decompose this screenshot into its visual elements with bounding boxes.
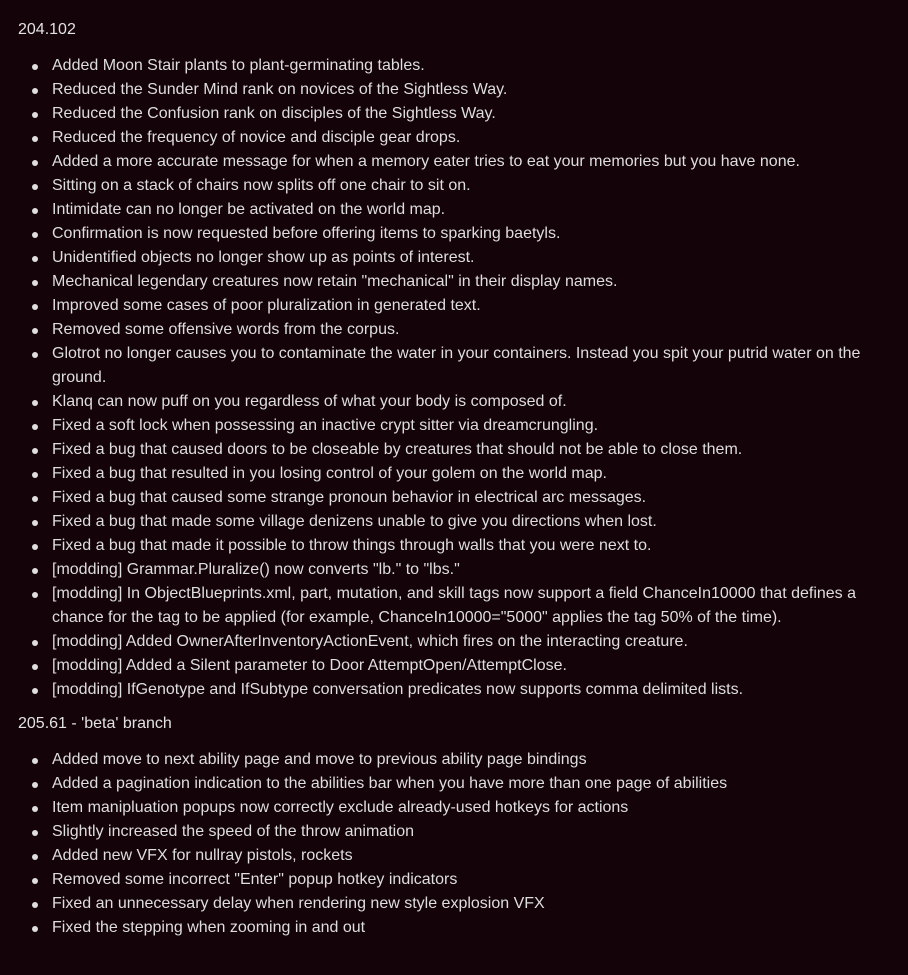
version-heading-205-61-beta: 205.61 - 'beta' branch — [18, 715, 172, 732]
bullet-icon — [32, 758, 38, 764]
changelog-item — [18, 486, 890, 510]
changelog-item-text: Added Moon Stair plants to plant-germinating tables. — [52, 57, 425, 74]
changelog-item — [18, 102, 890, 126]
changelog-item-text: [modding] IfGenotype and IfSubtype conversation predicates now supports comma delimited lists. — [52, 681, 744, 698]
bullet-icon — [32, 232, 38, 238]
changelog-item-text: Added a pagination indication to the abilities bar when you have more than one page of abilities — [52, 775, 728, 792]
changelog-item — [18, 772, 890, 796]
changelog-item-text: Fixed a bug that caused doors to be closeable by creatures that should not be able to close them. — [52, 441, 743, 458]
bullet-icon — [32, 256, 38, 262]
changelog-item — [18, 222, 890, 246]
changelog-item-text: Unidentified objects no longer show up as points of interest. — [52, 249, 475, 266]
changelog-item — [18, 892, 890, 916]
bullet-icon — [32, 902, 38, 908]
bullet-icon — [32, 878, 38, 884]
changelog-list-204-102 — [18, 54, 890, 702]
changelog-item — [18, 390, 890, 414]
changelog-item-text: Added a more accurate message for when a memory eater tries to eat your memories but you have none. — [52, 153, 800, 170]
changelog-item — [18, 796, 890, 820]
changelog-item — [18, 534, 890, 558]
changelog-item — [18, 916, 890, 940]
bullet-icon — [32, 520, 38, 526]
changelog-item-text: Reduced the Sunder Mind rank on novices of the Sightless Way. — [52, 81, 508, 98]
changelog-item — [18, 342, 890, 390]
changelog-item-text: Fixed a bug that made some village denizens unable to give you directions when lost. — [52, 513, 657, 530]
bullet-icon — [32, 592, 38, 598]
bullet-icon — [32, 304, 38, 310]
changelog-item — [18, 198, 890, 222]
bullet-icon — [32, 472, 38, 478]
bullet-icon — [32, 640, 38, 646]
changelog-item-text: Added new VFX for nullray pistols, rockets — [52, 847, 353, 864]
changelog-item-text: [modding] Added a Silent parameter to Door AttemptOpen/AttemptClose. — [52, 657, 567, 674]
changelog-item-text: Item manipluation popups now correctly exclude already-used hotkeys for actions — [52, 799, 629, 816]
changelog-item-text: Improved some cases of poor pluralization in generated text. — [52, 297, 481, 314]
changelog-item — [18, 868, 890, 892]
changelog-item-text: [modding] Added OwnerAfterInventoryActionEvent, which fires on the interacting creature. — [52, 633, 688, 650]
changelog-item-text: Added move to next ability page and move to previous ability page bindings — [52, 751, 587, 768]
bullet-icon — [32, 448, 38, 454]
changelog-item — [18, 126, 890, 150]
changelog-item-text: Glotrot no longer causes you to contaminate the water in your containers. Instead you spit your putrid water on the ground. — [52, 345, 861, 386]
changelog-item — [18, 558, 890, 582]
bullet-icon — [32, 568, 38, 574]
bullet-icon — [32, 88, 38, 94]
bullet-icon — [32, 280, 38, 286]
changelog-list-205-61-beta — [18, 748, 890, 940]
changelog-item — [18, 820, 890, 844]
bullet-icon — [32, 184, 38, 190]
bullet-icon — [32, 112, 38, 118]
bullet-icon — [32, 496, 38, 502]
changelog-item-text: Fixed an unnecessary delay when rendering new style explosion VFX — [52, 895, 545, 912]
changelog-item — [18, 150, 890, 174]
changelog-item — [18, 844, 890, 868]
changelog-item — [18, 510, 890, 534]
changelog-item — [18, 414, 890, 438]
bullet-icon — [32, 136, 38, 142]
changelog-item-text: Fixed a bug that caused some strange pronoun behavior in electrical arc messages. — [52, 489, 647, 506]
bullet-icon — [32, 352, 38, 358]
bullet-icon — [32, 64, 38, 70]
changelog-item-text: Sitting on a stack of chairs now splits off one chair to sit on. — [52, 177, 471, 194]
changelog-item-text: Removed some offensive words from the corpus. — [52, 321, 400, 338]
changelog-item-text: Removed some incorrect "Enter" popup hotkey indicators — [52, 871, 458, 888]
changelog-item-text: Fixed a soft lock when possessing an inactive crypt sitter via dreamcrungling. — [52, 417, 599, 434]
changelog-item — [18, 294, 890, 318]
bullet-icon — [32, 328, 38, 334]
changelog-item — [18, 174, 890, 198]
bullet-icon — [32, 544, 38, 550]
bullet-icon — [32, 664, 38, 670]
changelog-item-text: Klanq can now puff on you regardless of what your body is composed of. — [52, 393, 567, 410]
changelog-item-text: Fixed the stepping when zooming in and out — [52, 919, 366, 936]
bullet-icon — [32, 854, 38, 860]
bullet-icon — [32, 400, 38, 406]
changelog-item — [18, 246, 890, 270]
changelog-item — [18, 54, 890, 78]
changelog-item — [18, 438, 890, 462]
changelog-item-text: Reduced the Confusion rank on disciples of the Sightless Way. — [52, 105, 496, 122]
bullet-icon — [32, 424, 38, 430]
bullet-icon — [32, 830, 38, 836]
bullet-icon — [32, 160, 38, 166]
changelog-item-text: [modding] In ObjectBlueprints.xml, part, mutation, and skill tags now support a field ChanceIn10000 that defines a chance for the tag to be applied (for example, ChanceIn10000="5000" applies the tag 50% of the time). — [52, 585, 857, 626]
changelog-item — [18, 630, 890, 654]
changelog-item-text: [modding] Grammar.Pluralize() now converts "lb." to "lbs." — [52, 561, 460, 578]
changelog-item-text: Confirmation is now requested before offering items to sparking baetyls. — [52, 225, 561, 242]
changelog-item-text: Fixed a bug that resulted in you losing control of your golem on the world map. — [52, 465, 607, 482]
changelog-item — [18, 582, 890, 630]
changelog-item — [18, 78, 890, 102]
changelog-item — [18, 654, 890, 678]
changelog-item-text: Mechanical legendary creatures now retain "mechanical" in their display names. — [52, 273, 618, 290]
changelog-item-text: Reduced the frequency of novice and disciple gear drops. — [52, 129, 461, 146]
changelog-item — [18, 678, 890, 702]
bullet-icon — [32, 926, 38, 932]
bullet-icon — [32, 208, 38, 214]
changelog-item — [18, 462, 890, 486]
changelog-item — [18, 318, 890, 342]
changelog-item-text: Fixed a bug that made it possible to throw things through walls that you were next to. — [52, 537, 652, 554]
changelog-item — [18, 270, 890, 294]
bullet-icon — [32, 782, 38, 788]
changelog-item-text: Intimidate can no longer be activated on the world map. — [52, 201, 446, 218]
changelog-item — [18, 748, 890, 772]
bullet-icon — [32, 806, 38, 812]
changelog-item-text: Slightly increased the speed of the throw animation — [52, 823, 414, 840]
version-heading-204-102: 204.102 — [18, 21, 76, 38]
bullet-icon — [32, 688, 38, 694]
